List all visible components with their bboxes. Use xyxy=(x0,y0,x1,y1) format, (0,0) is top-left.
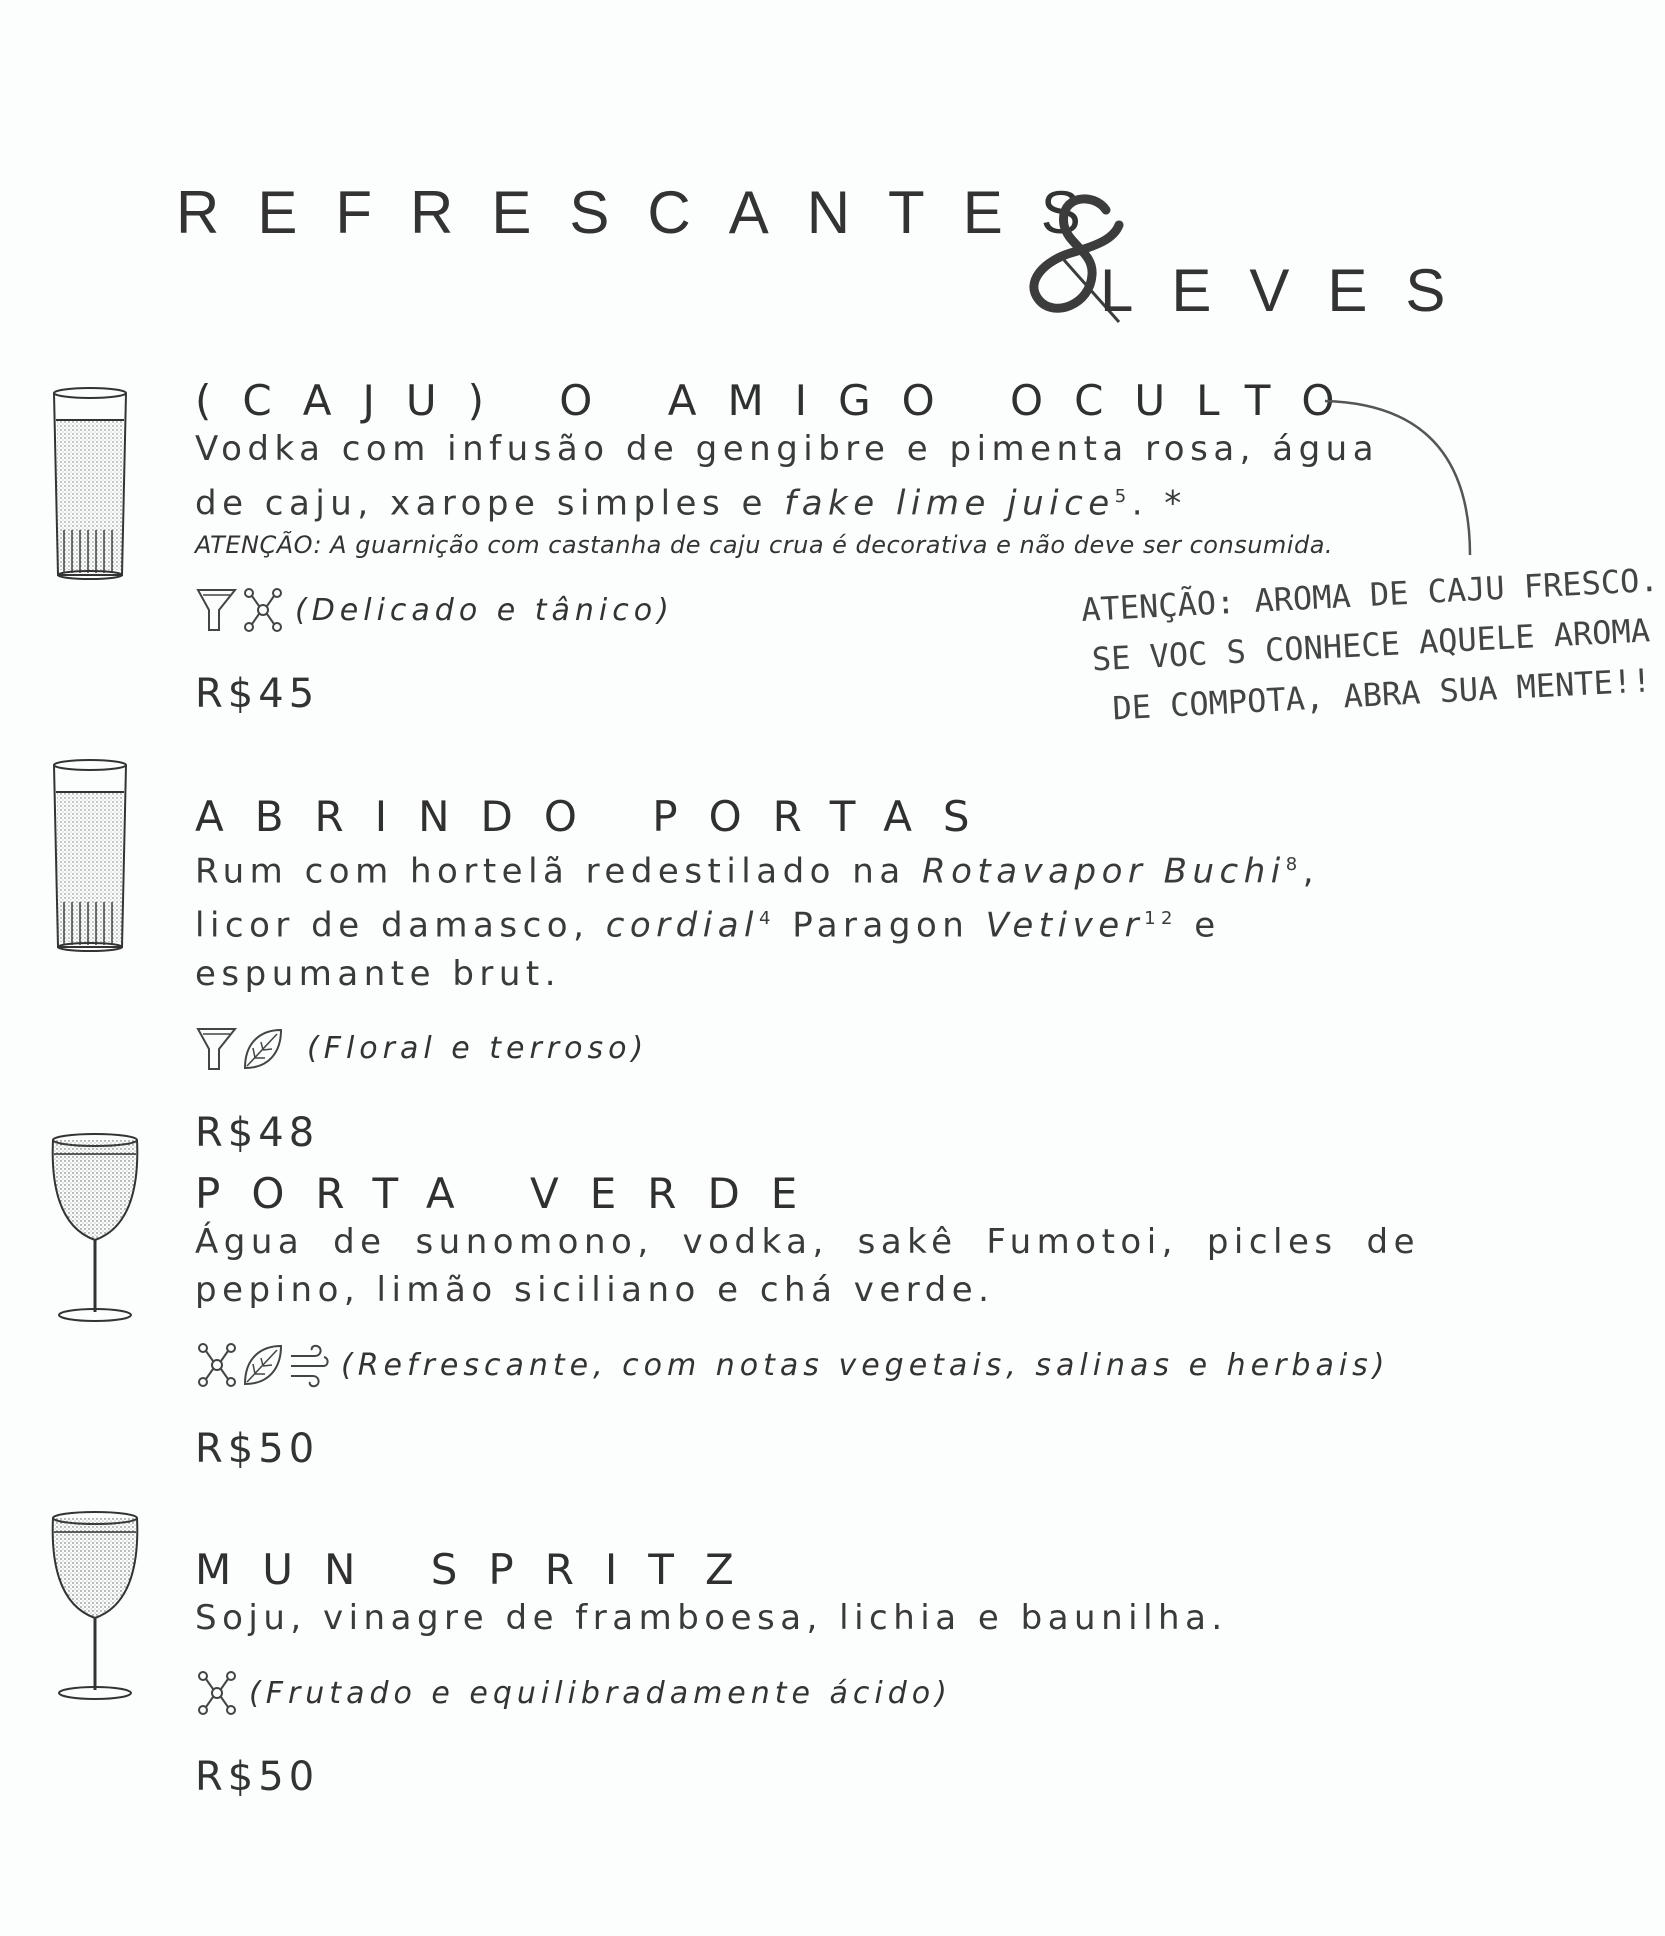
flavor-profile: (Frutado e equilibradamente ácido) xyxy=(249,1675,952,1711)
item-price: R$50 xyxy=(195,1426,320,1472)
title-leves: LEVES xyxy=(1100,257,1484,324)
leaf-icon xyxy=(241,1340,285,1390)
note-line: DE COMPOTA, ABRA SUA MENTE!! xyxy=(1111,661,1653,728)
item-description: Vodka com infusão de gengibre e pimenta rosa, água de caju, xarope simples e fake lime juice$^5$. * xyxy=(195,429,1380,524)
item-price: R$48 xyxy=(195,1109,320,1156)
molecule-icon xyxy=(195,1340,239,1390)
item-name: MUN SPRITZ xyxy=(195,1545,765,1594)
handwritten-note xyxy=(1080,558,1660,735)
item-price: R$45 xyxy=(195,671,320,718)
item-warning: ATENÇÃO: A guarnição com castanha de caju crua é decorativa e não deve ser consumida. xyxy=(195,531,1334,560)
flavor-profile: (Refrescante, com notas vegetais, salinas e herbais) xyxy=(341,1347,1390,1383)
highball-glass-icon xyxy=(48,385,133,585)
item-description: Rum com hortelã redestilado na Rotavapor Buchi$^8$, licor de damasco, cordial$^4$ Paragon Vetiver$^{12}$ e espumante brut. xyxy=(195,851,1320,994)
item-name: PORTA VERDE xyxy=(195,1169,829,1218)
note-line: ATENÇÃO: AROMA DE CAJU FRESCO. xyxy=(1080,560,1660,629)
item-price: R$50 xyxy=(195,1754,320,1800)
wine-glass-icon xyxy=(48,1510,143,1705)
flavor-profile: (Floral e terroso) xyxy=(307,1031,649,1067)
wine-glass-icon xyxy=(48,1132,143,1327)
molecule-icon xyxy=(241,585,285,635)
item-name: ABRINDO PORTAS xyxy=(195,792,1001,841)
funnel-glass-icon xyxy=(195,585,239,635)
highball-glass-icon xyxy=(48,757,133,957)
item-description: Água de sunomono, vodka, sakê Fumotoi, picles de pepino, limão siciliano e chá verde. xyxy=(195,1222,1420,1310)
menu-item-porta-verde xyxy=(195,1170,1435,1472)
flavor-tags xyxy=(195,1022,1435,1076)
leaf-icon xyxy=(241,1024,285,1074)
menu-item-abrindo-portas xyxy=(195,793,1435,1156)
flavor-tags xyxy=(195,1338,1435,1392)
item-description: Soju, vinagre de framboesa, lichia e baunilha. xyxy=(195,1598,1228,1638)
flavor-tags xyxy=(195,1666,1435,1720)
flavor-profile: (Delicado e tânico) xyxy=(295,592,674,628)
note-line: SE VOC S CONHECE AQUELE AROMA xyxy=(1090,611,1651,679)
title-refrescantes: REFRESCANTES xyxy=(176,179,1119,246)
wind-icon xyxy=(287,1340,331,1390)
menu-item-mun-spritz xyxy=(195,1546,1435,1800)
funnel-glass-icon xyxy=(195,1024,239,1074)
arrow-annotation xyxy=(1320,395,1480,575)
item-name: (CAJU) O AMIGO OCULTO xyxy=(195,376,1366,425)
molecule-icon xyxy=(195,1668,239,1718)
